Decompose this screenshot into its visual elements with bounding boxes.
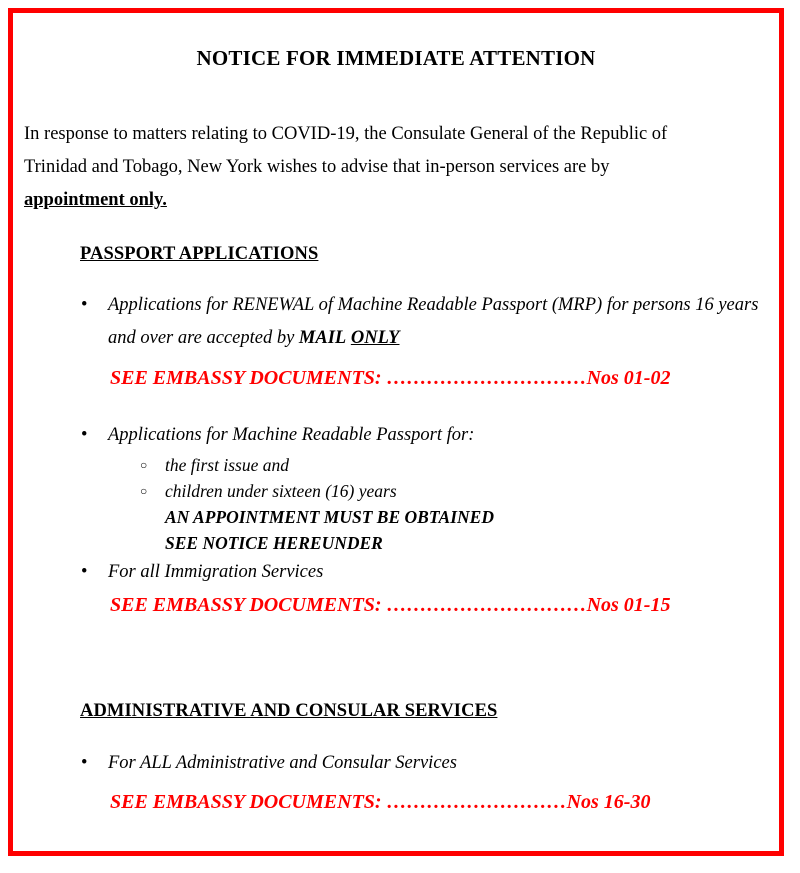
list-item bbox=[140, 478, 779, 504]
bullet-text-mrp-for: Applications for Machine Readable Passport for: bbox=[108, 425, 475, 446]
emphasis-only: ONLY bbox=[350, 328, 400, 349]
note-appointment-must-be-obtained: AN APPOINTMENT MUST BE OBTAINED bbox=[165, 507, 494, 528]
passport-bullet-list-2 bbox=[80, 419, 779, 452]
see-embassy-documents-administrative: SEE EMBASSY DOCUMENTS: ………………………Nos 16-30 bbox=[110, 791, 651, 814]
list-item bbox=[80, 747, 779, 780]
notice-content-area bbox=[13, 13, 779, 851]
passport-sub-list bbox=[80, 452, 779, 504]
list-item bbox=[140, 452, 779, 478]
bullet-text-renewal: Applications for RENEWAL of Machine Readable Passport (MRP) for persons 16 years and over are accepted by bbox=[108, 295, 759, 349]
passport-bullet-list-3 bbox=[80, 556, 779, 589]
bullet-text-all-administrative: For ALL Administrative and Consular Services bbox=[108, 753, 457, 774]
sub-bullet-text-first-issue: the first issue and bbox=[165, 455, 289, 476]
see-embassy-documents-immigration: SEE EMBASSY DOCUMENTS: …………………………Nos 01-15 bbox=[110, 594, 671, 617]
intro-line-2: Trinidad and Tobago, New York wishes to advise that in-person services are by bbox=[24, 157, 610, 178]
list-item bbox=[80, 289, 773, 355]
bullet-filled-icon: • bbox=[81, 295, 88, 316]
bullet-hollow-icon: ○ bbox=[140, 484, 148, 499]
bullet-filled-icon: • bbox=[81, 753, 88, 774]
passport-applications-section bbox=[13, 243, 779, 622]
list-item bbox=[80, 419, 779, 452]
note-see-notice-hereunder: SEE NOTICE HEREUNDER bbox=[165, 533, 383, 554]
bullet-hollow-icon: ○ bbox=[140, 458, 148, 473]
see-embassy-documents-passport-renewal: SEE EMBASSY DOCUMENTS: …………………………Nos 01-02 bbox=[110, 367, 671, 390]
bullet-text-immigration-services: For all Immigration Services bbox=[108, 562, 324, 583]
intro-emphasis-appointment-only: appointment only. bbox=[24, 190, 167, 211]
sub-bullet-text-children-under-sixteen: children under sixteen (16) years bbox=[165, 481, 397, 502]
intro-line-1: In response to matters relating to COVID-19, the Consulate General of the Republic of bbox=[24, 124, 668, 145]
bullet-filled-icon: • bbox=[81, 425, 88, 446]
list-item bbox=[80, 556, 779, 589]
section-heading-administrative: ADMINISTRATIVE AND CONSULAR SERVICES bbox=[80, 701, 498, 722]
passport-bullet-list bbox=[80, 289, 779, 355]
admin-bullet-list bbox=[80, 747, 779, 780]
intro-paragraph bbox=[13, 118, 779, 217]
bullet-filled-icon: • bbox=[81, 562, 88, 583]
section-heading-passport: PASSPORT APPLICATIONS bbox=[80, 244, 319, 265]
page-title: NOTICE FOR IMMEDIATE ATTENTION bbox=[196, 46, 596, 70]
administrative-consular-section bbox=[13, 700, 779, 819]
emphasis-mail: MAIL bbox=[298, 328, 347, 349]
